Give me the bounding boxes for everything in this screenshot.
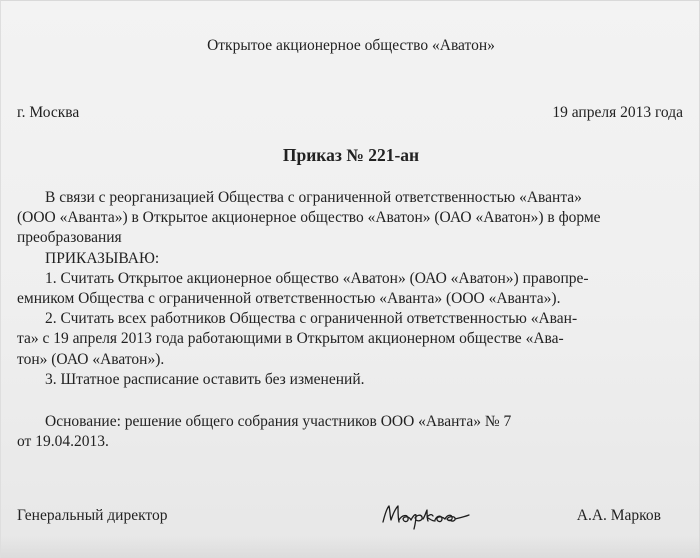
- intro-line: (ООО «Аванта») в Открытое акционерное общество «Аватон» (ОАО «Аватон») в форме: [17, 209, 601, 227]
- signatory-position: Генеральный директор: [17, 507, 168, 524]
- order-title: Приказ № 221-ан: [282, 145, 420, 165]
- organization-name: Открытое акционерное общество «Аватон»: [207, 37, 495, 54]
- item-2-line: 2. Считать всех работников Общества с ограниченной ответственностью «Аван-: [45, 310, 578, 328]
- paragraph-gap: [17, 390, 687, 412]
- item-1-line: 1. Считать Открытое акционерное общество «Аватон» (ОАО «Аватон») правопре-: [45, 269, 589, 287]
- handwritten-signature: [379, 498, 475, 532]
- order-body: [17, 188, 687, 452]
- item-2-line: та» с 19 апреля 2013 года работающими в Открытом акционерном обществе «Ава-: [17, 330, 564, 348]
- item-2-line: тон» (ОАО «Аватон»).: [17, 350, 165, 368]
- item-3: 3. Штатное расписание оставить без изменений.: [45, 370, 365, 388]
- city: г. Москва: [17, 104, 80, 121]
- intro-line: преобразования: [17, 229, 122, 247]
- document-date: 19 апреля 2013 года: [552, 104, 683, 121]
- order-word: ПРИКАЗЫВАЮ:: [45, 249, 160, 267]
- basis-line: от 19.04.2013.: [17, 433, 109, 451]
- item-1-line: емником Общества с ограниченной ответственностью «Аванта» (ООО «Аванта»).: [17, 289, 561, 307]
- intro-line: В связи с реорганизацией Общества с ограниченной ответственностью «Аванта»: [45, 189, 582, 206]
- basis-line: Основание: решение общего собрания участников ООО «Аванта» № 7: [45, 412, 512, 430]
- signatory-name: А.А. Марков: [576, 507, 661, 524]
